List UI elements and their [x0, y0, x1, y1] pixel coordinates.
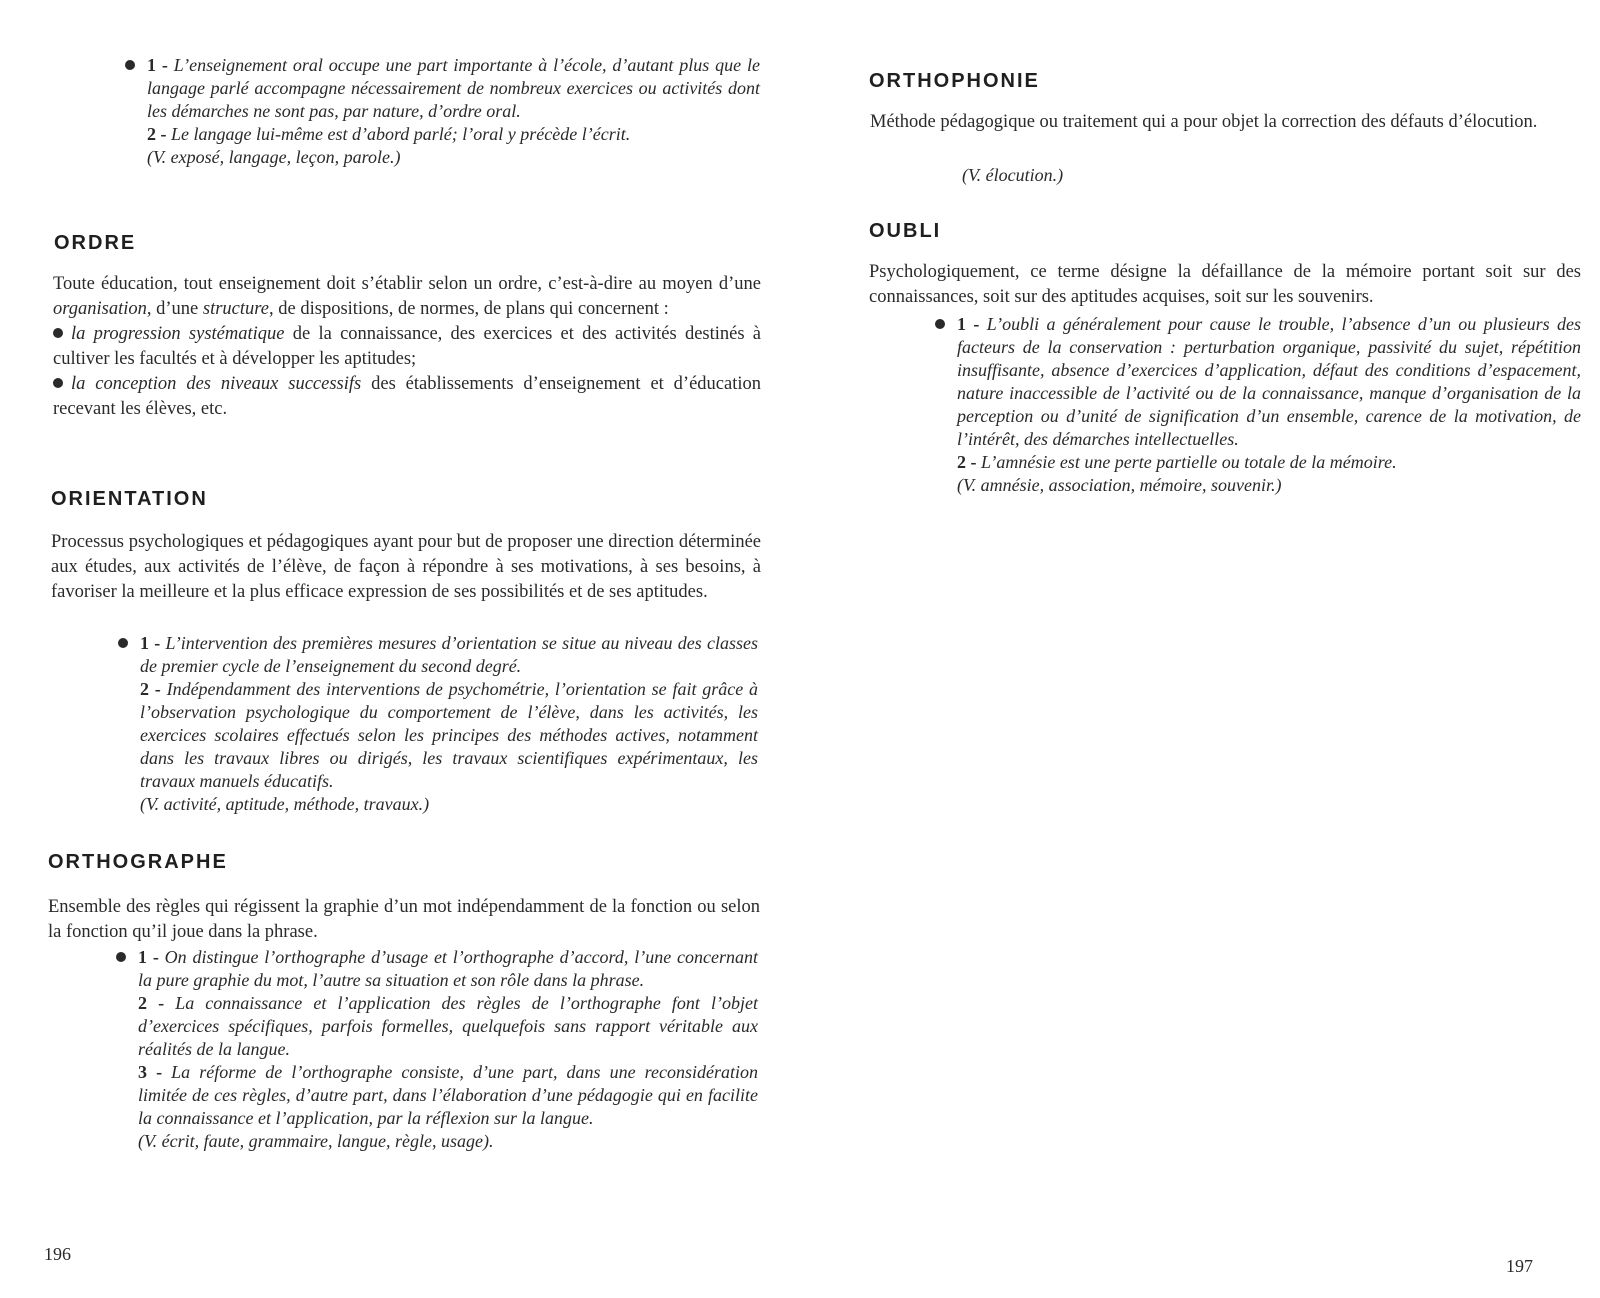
intro-item-1: 1 - L’enseignement oral occupe une part importante à l’école, d’autant plus que le langage parlé accompagne nécessairement de nombreux exercices ou activités dont les démarches ne sont pas, par nature, d’ordre oral.: [147, 54, 760, 123]
orthographe-items: [138, 946, 758, 1153]
oubli-item-2: 2 - L’amnésie est une perte partielle ou totale de la mémoire.: [957, 452, 1397, 472]
bullet-icon: [53, 328, 63, 338]
orientation-reference: (V. activité, aptitude, méthode, travaux.): [140, 794, 430, 814]
intro-oral-block: [147, 54, 760, 169]
oubli-item-1: 1 - L’oubli a généralement pour cause le trouble, l’absence d’un ou plusieurs des facteurs de la conservation : perturbation organique, passivité du sujet, répétition insuffisante, absence d’exercices d’application, défaut des conditions d’espacement, nature inaccessible de l’activité ou de la connaissance, manque d’organisation de la perception ou d’unité de signification d’un ensemble, carence de la motivation, de l’intérêt, des démarches intellectuelles.: [957, 313, 1581, 451]
orthographe-item-2: 2 - La connaissance et l’application des règles de l’orthographe font l’objet d’exercices spécifiques, parfois formelles, quelquefois sans rapport véritable aux réalités de la langue.: [138, 993, 758, 1059]
orientation-item-2: 2 - Indépendamment des interventions de psychométrie, l’orientation se fait grâce à l’observation psychologique du comportement de l’élève, dans les activités, les exercices scolaires effectués selon les principes des méthodes actives, notamment dans les travaux libres ou dirigés, les travaux scientifiques expérimentaux, les travaux manuels éducatifs.: [140, 679, 759, 791]
oubli-items: [957, 313, 1581, 497]
orthographe-item-3: 3 - La réforme de l’orthographe consiste, d’une part, dans une reconsidération limitée de ces règles, d’autre part, dans l’élaboration d’une pédagogie qui en facilite la connaissance et l’application, par la réflexion sur la langue.: [138, 1062, 759, 1128]
oubli-paragraph: Psychologiquement, ce terme désigne la défaillance de la mémoire portant soit sur des connaissances, soit sur des aptitudes acquises, soit sur les souvenirs.: [869, 262, 1581, 307]
orientation-item-1: 1 - L’intervention des premières mesures d’orientation se situe au niveau des classes de premier cycle de l’enseignement du second degré.: [140, 632, 758, 678]
ordre-paragraph: Toute éducation, tout enseignement doit s’établir selon un ordre, c’est-à-dire au moyen d’une organisation, d’une structure, de dispositions, de normes, de plans qui concernent : la progression systématique de la connaissance, des exercices et des activités destinés à cultiver les facultés et à développer les aptitudes; la conception des niveaux successifs des établissements d’enseignement et d’éducation recevant les élèves, etc.: [53, 274, 762, 419]
bullet-icon: [53, 378, 63, 388]
bullet-icon: [116, 952, 126, 962]
heading-orthophonie: ORTHOPHONIE: [869, 70, 1040, 92]
intro-item-2-text: Le langage lui-même est d’abord parlé; l’oral y précède l’écrit.: [171, 124, 631, 144]
heading-orientation: ORIENTATION: [51, 488, 208, 510]
intro-reference: (V. exposé, langage, leçon, parole.): [147, 147, 401, 167]
intro-item-1-text: L’enseignement oral occupe une part importante à l’école, d’autant plus que le langage parlé accompagne nécessairement de nombreux exercices ou activités dont les démarches ne sont pas, par nature, d’ordre oral.: [147, 55, 761, 121]
orientation-items: [140, 632, 758, 816]
oubli-reference: (V. amnésie, association, mémoire, souvenir.): [957, 475, 1282, 495]
right-page: [800, 0, 1600, 1298]
heading-oubli: OUBLI: [869, 220, 942, 242]
orthographe-reference: (V. écrit, faute, grammaire, langue, règle, usage).: [138, 1131, 494, 1151]
orthographe-paragraph: Ensemble des règles qui régissent la graphie d’un mot indépendamment de la fonction ou selon la fonction qu’il joue dans la phrase.: [48, 897, 760, 942]
page-number-left: 196: [44, 1244, 71, 1264]
intro-item-2: 2 - Le langage lui-même est d’abord parlé; l’oral y précède l’écrit.: [147, 124, 631, 144]
orthophonie-reference: (V. élocution.): [962, 165, 1064, 185]
orthographe-item-1: 1 - On distingue l’orthographe d’usage et l’orthographe d’accord, l’une concernant la pure graphie du mot, l’autre sa situation et son rôle dans la phrase.: [138, 946, 758, 992]
bullet-icon: [118, 638, 128, 648]
heading-orthographe: ORTHOGRAPHE: [48, 851, 228, 873]
heading-ordre: ORDRE: [54, 232, 137, 254]
page-number-right: 197: [1506, 1256, 1533, 1276]
orientation-paragraph: Processus psychologiques et pédagogiques ayant pour but de proposer une direction déterminée aux études, aux activités de l’élève, de façon à répondre à ses motivations, à ses besoins, à favoriser la meilleure et la plus efficace expression de ses possibilités et de ses aptitudes.: [51, 532, 761, 602]
bullet-icon: [125, 60, 135, 70]
bullet-icon: [935, 319, 945, 329]
orthophonie-paragraph: Méthode pédagogique ou traitement qui a pour objet la correction des défauts d’élocution.: [870, 112, 1538, 132]
